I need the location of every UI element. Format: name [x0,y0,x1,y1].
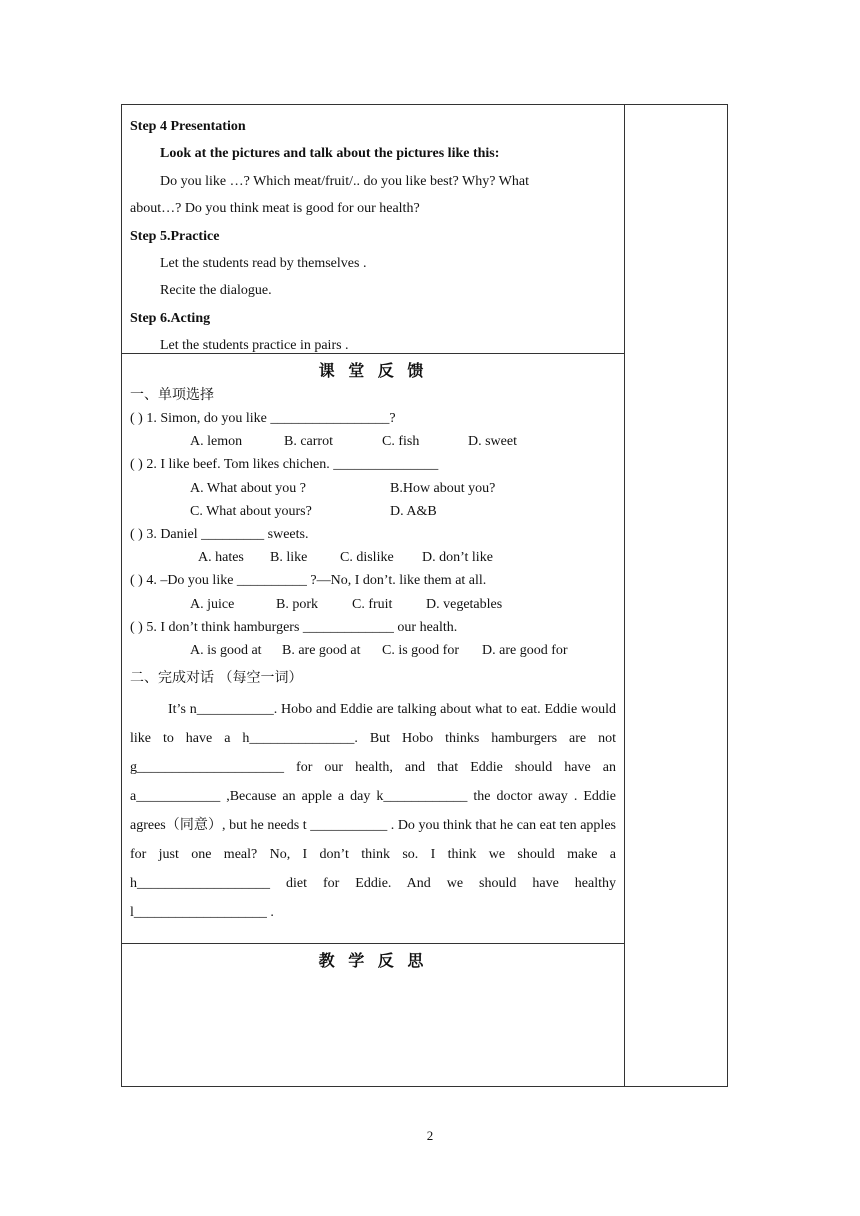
question-5-stem: ( ) 5. I don’t think hamburgers _____________ our health. [130,619,458,635]
feedback-title: 课 堂 反 馈 [318,361,428,380]
question-2-options-row-1 [130,477,616,500]
step4-instruction: Look at the pictures and talk about the pictures like this: [160,146,500,162]
step4-title: Step 4 Presentation [130,119,246,134]
step4-line-1: Do you like …? Which meat/fruit/.. do you like best? Why? What [160,173,529,189]
option: C. fish [382,434,420,450]
step5-line-2: Recite the dialogue. [160,283,272,299]
question-3-stem: ( ) 3. Daniel _________ sweets. [130,527,309,543]
part1-heading: 一、单项选择 [130,387,214,403]
option: B. carrot [284,434,333,450]
option: B. pork [276,596,318,612]
column-divider [624,105,625,1086]
question-3-options [130,546,616,569]
option: D. A&B [390,503,437,519]
reflection-title: 教 学 反 思 [318,951,428,970]
option: C. dislike [340,550,394,566]
question-4-stem: ( ) 4. –Do you like __________ ?—No, I don’t. like them at all. [130,573,487,589]
option: D. are good for [482,643,568,659]
step5-title: Step 5.Practice [130,228,220,244]
option: A. is good at [190,643,262,659]
question-2-stem: ( ) 2. I like beef. Tom likes chichen. _______________ [130,457,439,473]
step6-line-1: Let the students practice in pairs . [160,338,349,354]
option: D. vegetables [426,596,503,612]
page-number: 2 [426,1128,434,1143]
step6-title: Step 6.Acting [130,310,211,326]
step5-line-1: Let the students read by themselves . [160,256,367,272]
option: B. like [270,550,308,566]
question-2-options-row-2 [130,500,616,523]
option: D. sweet [468,434,517,450]
question-1-stem: ( ) 1. Simon, do you like _________________? [130,411,396,426]
option: C. What about yours? [190,503,312,519]
option: A. What about you ? [190,480,306,496]
option: C. is good for [382,643,459,659]
step4-line-2: about…? Do you think meat is good for our health? [130,201,420,217]
option: D. don’t like [422,550,493,566]
option: A. juice [190,596,235,612]
cloze-passage: It’s n___________. Hobo and Eddie are talking about what to eat. Eddie would like to have a h_______________. But Hobo thinks hamburgers are not g_____________________ for our health, and that Eddie should have an a____________ ,Because an apple a day k____________ the doctor away . Eddie agrees（同意）, but he needs t ___________ . Do you think that he can eat ten apples for just one meal? No, I don’t think so. I think we should make a h___________________ diet for Eddie. And we should have healthy l___________________ . [130,702,616,921]
option: C. fruit [352,596,393,612]
teaching-steps-cell [122,105,624,353]
question-1-options [130,430,616,453]
classroom-feedback-cell [122,353,624,943]
option: B. are good at [282,643,361,659]
part2-heading: 二、完成对话 （每空一词） [130,670,303,687]
lesson-plan-table [121,104,728,1087]
question-5-options [130,639,616,662]
question-4-options [130,593,616,616]
option: A. lemon [190,434,243,450]
option: B.How about you? [390,480,496,496]
option: A. hates [198,550,244,566]
teaching-reflection-cell [122,943,624,1086]
